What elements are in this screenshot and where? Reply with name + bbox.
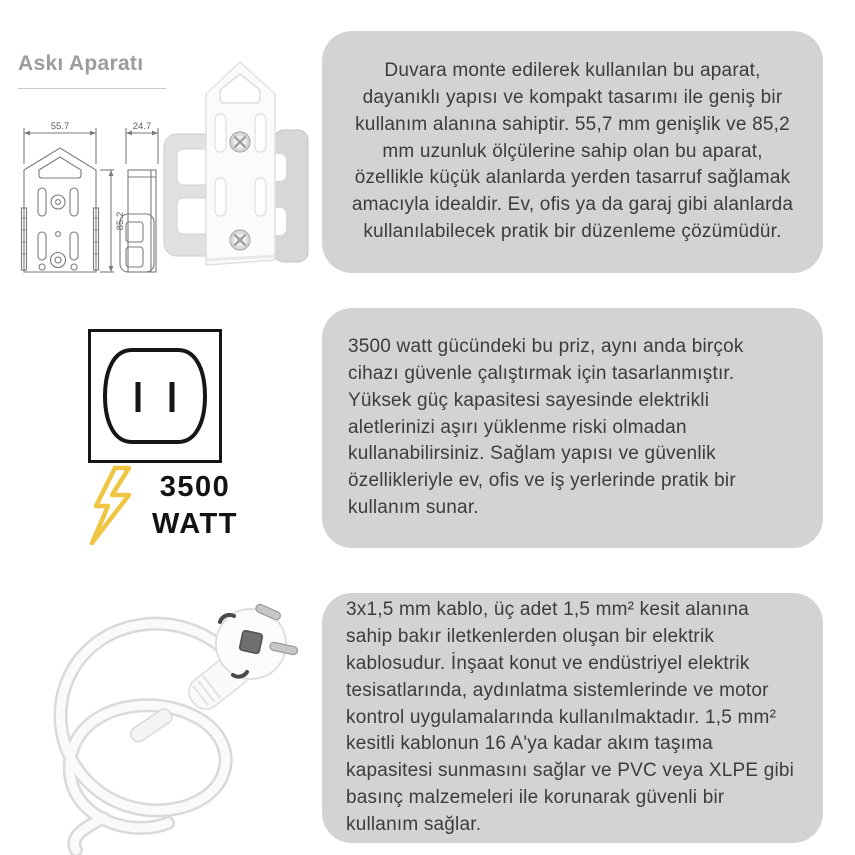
wattage-badge [84,464,238,548]
bracket-description-panel [322,31,823,273]
screw-icon [230,132,250,152]
title-underline [18,88,166,89]
power-description-text: 3500 watt gücündeki bu priz, aynı anda birçok cihazı güvenle çalıştırmak için tasarlanmıştır. Yüksek güç kapasitesi sayesinde elektrikli aletlerinizi aşırı yüklenme riski olmadan kullanabilirsiniz. Sağlam yapısı ve güvenlik özellikleriyle ev, ofis ve iş yerlerinde pratik bir kullanım sunar. [348,336,744,518]
screw-icon [230,230,250,250]
wattage-value: 3500 [159,470,231,503]
dimension-width-label: 55.7 [50,121,70,132]
bracket-product-photo-icon [156,50,318,280]
cable-description-panel [322,593,823,843]
section-title-bracket: Askı Aparatı [18,52,144,75]
power-cable-photo-icon [8,580,308,855]
lightning-bolt-icon [84,464,136,548]
dimension-depth-label: 24.7 [132,121,152,132]
socket-outlet-icon [88,329,222,463]
wattage-unit: WATT [152,508,238,540]
power-description-panel [322,308,823,548]
cable-description-text: 3x1,5 mm kablo, üç adet 1,5 mm² kesit alanına sahip bakır iletkenlerden oluşan bir elektrik kablosudur. İnşaat konut ve endüstriyel elektrik tesisatlarında, aydınlatma sistemlerinde ve motor kontrol uygulamalarında kullanılmaktadır. 1,5 mm² kesitli kablonun 16 A'ya kadar akım taşıma kapasitesi sunmasını sağlar ve PVC veya XLPE gibi basınç malzemeleri ile korunarak güvenli bir kullanım sağlar. [346,599,795,835]
dimension-height-label: 85.2 [115,211,126,231]
bracket-dimension-drawing [8,120,166,290]
bracket-description-text: Duvara monte edilerek kullanılan bu aparat, dayanıklı yapısı ve kompakt tasarımı ile geniş bir kullanım alanına sahiptir. 55,7 mm genişlik ve 85,2 mm uzunluk ölçülerine sahip olan bu aparat, özellikle küçük alanlarda yerden tasarruf sağlamak amacıyla idealdir. Ev, ofis ya da garaj gibi alanlarda kullanılabilecek pratik bir düzenleme çözümüdür. [351,60,794,242]
